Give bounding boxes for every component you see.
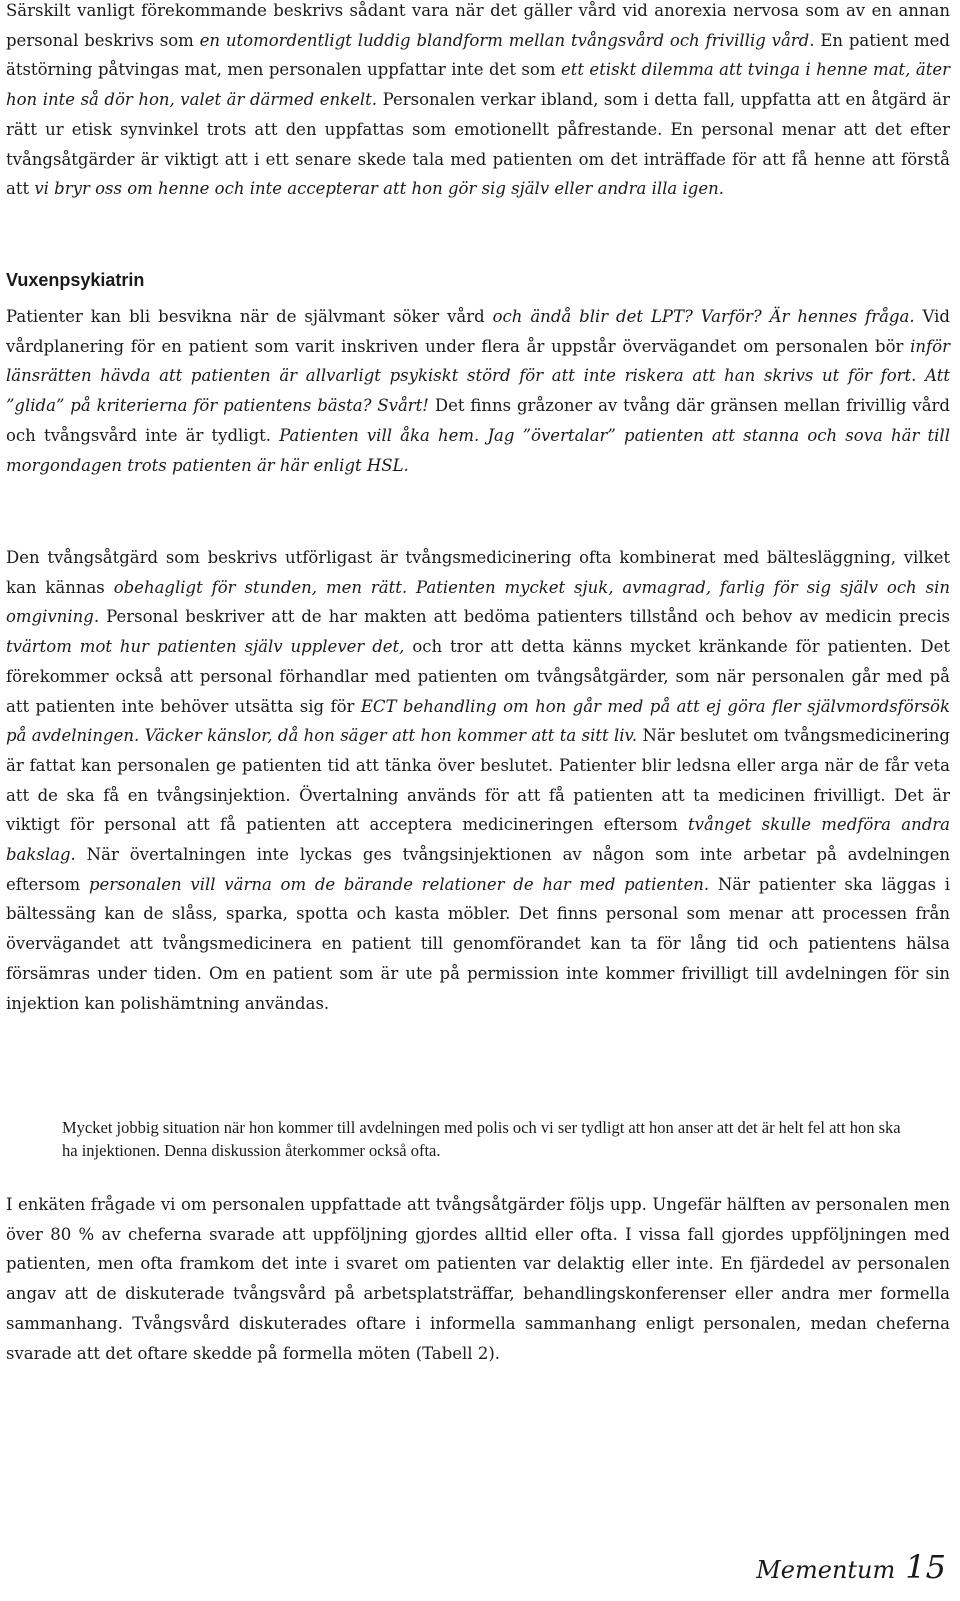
- paragraph-tvangsmedicinering: [6, 543, 950, 1018]
- text-run: Vid vårdplanering för en patient som varit inskriven under flera år uppstår övervägandet om personalen bör: [6, 307, 950, 356]
- page-footer: [756, 1548, 946, 1586]
- italic-quote: Patienten vill åka hem. Jag ”övertalar” patienten att stanna och sova här till morgondagen trots patienten är här enligt HSL.: [6, 425, 950, 475]
- text-run: Personalen verkar ibland, som i detta fall, uppfatta att en åtgärd är rätt ur etisk synvinkel trots att den uppfattas som emotionellt påfrestande. En personal menar att det efter tvångsåtgärder är viktigt att i ett senare skede tala med patienten om det inträffade för att få henne att förstå att: [6, 90, 950, 199]
- italic-quote: och ändå blir det LPT? Varför? Är hennes fråga.: [492, 307, 915, 326]
- paragraph-vuxenpsykiatri: [6, 302, 950, 480]
- italic-quote: ett etiskt dilemma att tvinga i henne mat, äter hon inte så dör hon, valet är därmed enkelt.: [6, 60, 950, 110]
- italic-quote: vi bryr oss om henne och inte accepterar att hon gör sig själv eller andra illa igen.: [34, 179, 724, 199]
- italic-quote: inför länsrätten hävda att patienten är allvarligt psykiskt störd för att inte riskera att han skrivs ut för fort. Att ”glida” på kriterierna för patientens bästa? Svårt!: [6, 336, 950, 416]
- journal-name: Mementum: [756, 1556, 896, 1584]
- text-run: När patienter ska läggas i bältessäng kan de slåss, sparka, spotta och kasta möbler. Det finns personal som menar att processen från övervägandet att tvångsmedicinera en patient till genomförandet kan ta för lång tid och patientens hälsa försämras under tiden. Om en patient som är ute på permission inte kommer frivilligt till avdelningen för sin injektion kan polishämtning användas.: [6, 874, 950, 1013]
- section-heading: Vuxenpsykiatrin: [6, 270, 145, 290]
- text-run: Personal beskriver att de har makten att bedöma patienters tillstånd och behov av medicin precis: [99, 607, 950, 627]
- italic-quote: obehagligt för stunden, men rätt. Patienten mycket sjuk, avmagrad, farlig för sig själv och sin omgivning.: [6, 577, 950, 627]
- block-quote: Mycket jobbig situation när hon kommer till avdelningen med polis och vi ser tydligt att hon anser att det är helt fel att hon ska ha injektionen. Denna diskussion återkommer också ofta.: [62, 1118, 901, 1160]
- text-run: När beslutet om tvångsmedicinering är fattat kan personalen ge patienten tid att tänka över beslutet. Patienter blir ledsna eller arga när de får veta att de ska få en tvångsinjektion. Övertalning används för att få patienten att ta medicinen frivilligt. Det är viktigt för personal att få patienten att acceptera medicineringen eftersom: [6, 726, 950, 835]
- italic-quote: en utomordentligt luddig blandform mellan tvångsvård och frivillig vård.: [199, 30, 815, 50]
- paragraph-anorexia: [6, 0, 950, 204]
- text-run: Den tvångsåtgärd som beskrivs utförligast är tvångsmedicinering ofta kombinerat med bältesläggning, vilket kan kännas: [6, 548, 950, 597]
- italic-quote: personalen vill värna om de bärande relationer de har med patienten.: [88, 874, 710, 894]
- text-run: Det finns gråzoner av tvång där gränsen mellan frivillig vård och tvångsvård inte är tydligt.: [6, 396, 950, 445]
- text-run: och tror att detta känns mycket kränkande för patienten. Det förekommer också att personal förhandlar med patienten om tvångsåtgärder, som när personalen går med på att patienten inte behöver utsätta sig för: [6, 637, 951, 716]
- italic-quote: tvånget skulle medföra andra bakslag.: [6, 815, 950, 865]
- text-run: När övertalningen inte lyckas ges tvångsinjektionen av någon som inte arbetar på avdelningen eftersom: [6, 845, 950, 894]
- italic-quote: ECT behandling om hon går med på att ej göra fler självmordsförsök på avdelningen. Väcker känslor, då hon säger att hon kommer att ta sitt liv.: [6, 696, 950, 746]
- text-run: Särskilt vanligt förekommande beskrivs sådant vara när det gäller vård vid anorexia nervosa som av en annan personal beskrivs som: [6, 1, 950, 50]
- page-number: 15: [905, 1548, 946, 1586]
- text-run: En patient med ätstörning påtvingas mat, men personalen uppfattar inte det som: [6, 30, 950, 80]
- paragraph-uppfoljning: I enkäten frågade vi om personalen uppfattade att tvångsåtgärder följs upp. Ungefär hälften av personalen men över 80 % av cheferna svarade att uppföljning gjordes alltid eller ofta. I vissa fall gjordes uppföljningen med patienten, men ofta framkom det inte i svaret om patienten var delaktig eller inte. En fjärdedel av personalen angav att de diskuterade tvångsvård på arbetsplatsträffar, behandlingskonferenser eller andra mer formella sammanhang. Tvångsvård diskuterades oftare i informella sammanhang enligt personalen, medan cheferna svarade att det oftare skedde på formella möten (Tabell 2).: [6, 1195, 950, 1363]
- text-run: Patienter kan bli besvikna när de självmant söker vård: [6, 307, 493, 326]
- italic-quote: tvärtom mot hur patienten själv upplever det,: [6, 637, 405, 657]
